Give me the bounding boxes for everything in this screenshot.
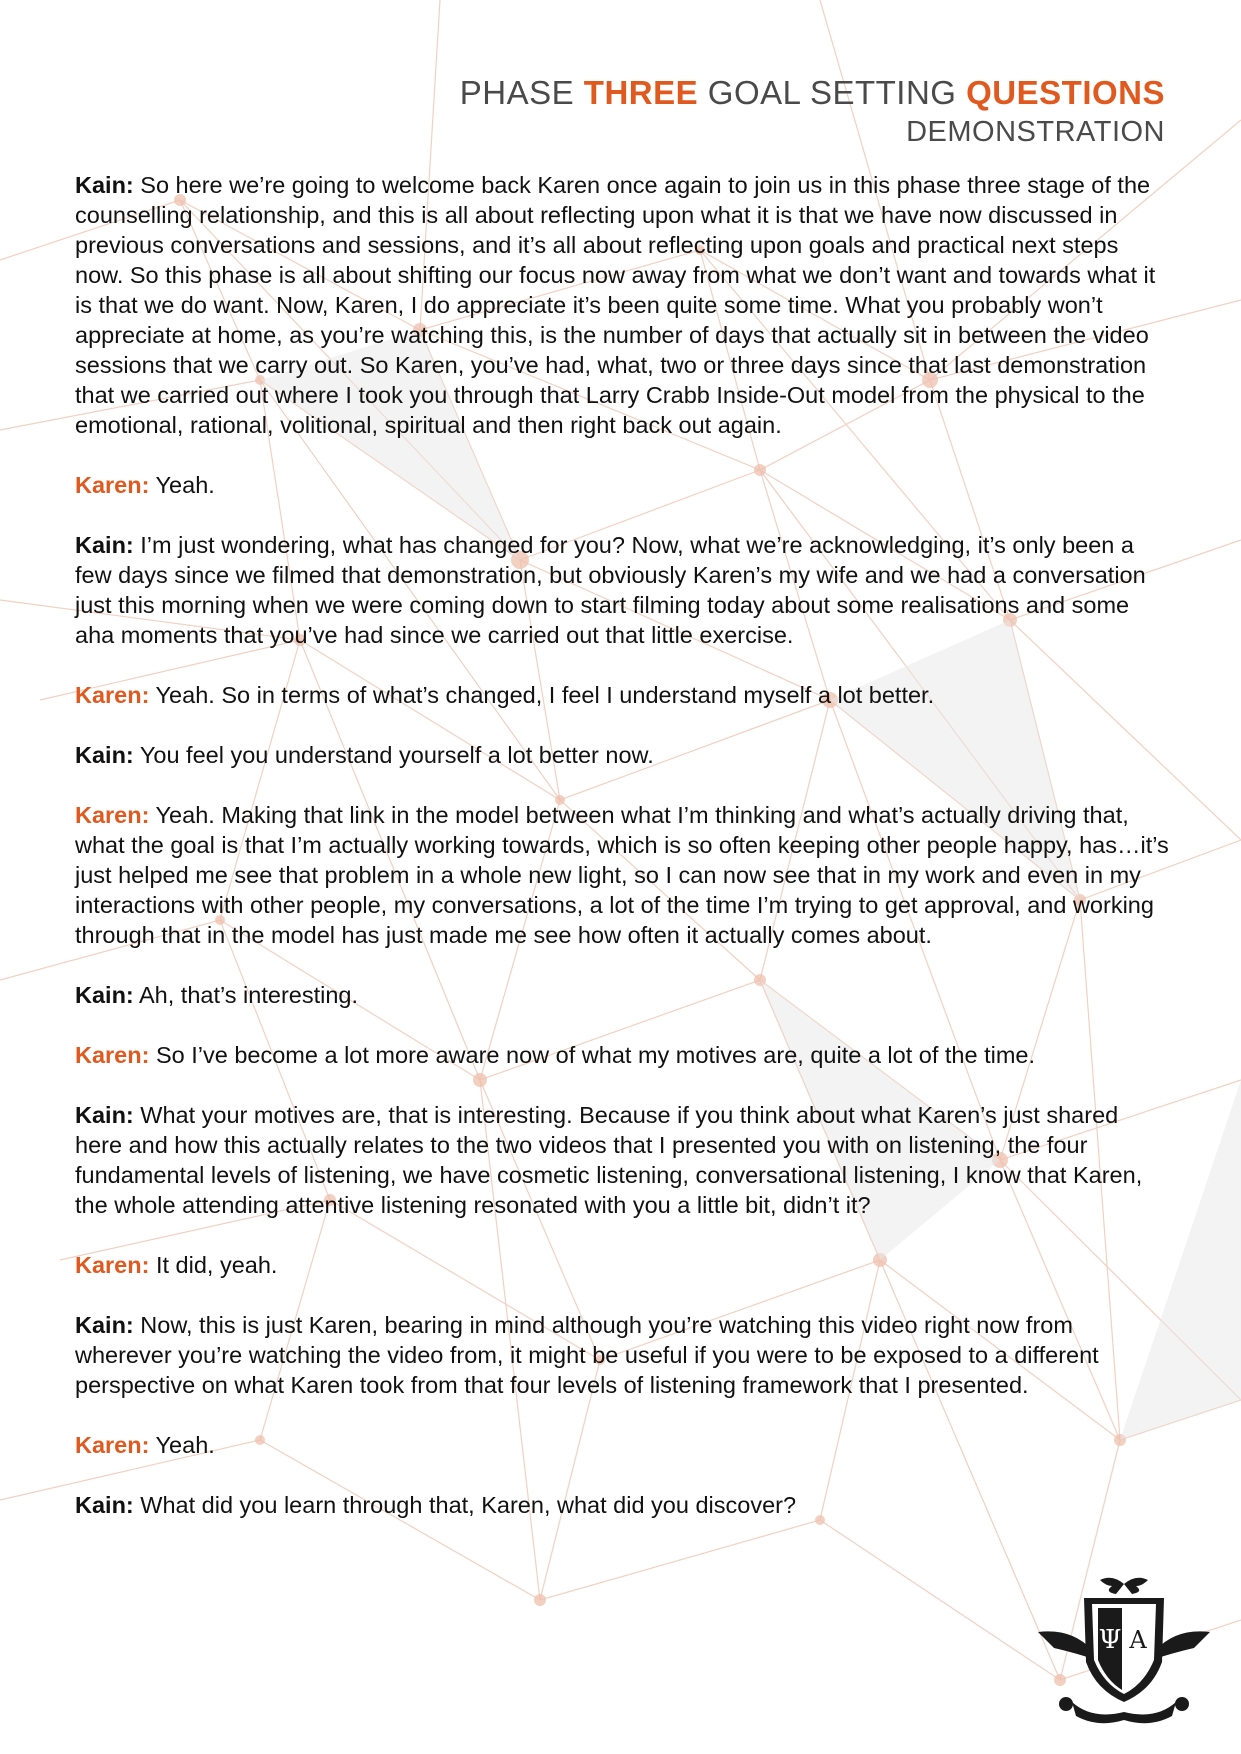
transcript-turn [75, 980, 1170, 1010]
speaker-label: Kain: [75, 1312, 134, 1338]
speaker-label: Karen: [75, 1252, 150, 1278]
speaker-label: Kain: [75, 1492, 134, 1518]
crest-letter-psi: Ψ [1098, 1625, 1122, 1655]
speaker-label: Kain: [75, 172, 134, 198]
turn-text: So I’ve become a lot more aware now of what my motives are, quite a lot of the time. [149, 1042, 1036, 1068]
transcript-turn [75, 1490, 1170, 1520]
page-header [460, 72, 1165, 150]
turn-text: Yeah. So in terms of what’s changed, I feel I understand myself a lot better. [149, 682, 935, 708]
turn-text: Yeah. [149, 472, 215, 498]
turn-text: Now, this is just Karen, bearing in mind although you’re watching this video right now from wherever you’re watching the video from, it might be useful if you were to be exposed to a different perspective on what Karen took from that four levels of listening framework that I presented. [75, 1312, 1099, 1398]
turn-text: You feel you understand yourself a lot better now. [133, 742, 654, 768]
turn-text: So here we’re going to welcome back Karen once again to join us in this phase three stage of the counselling relationship, and this is all about reflecting upon what it is that we have now discussed in previous conversations and sessions, and it’s all about reflecting upon goals and practical next steps now. So this phase is all about shifting our focus now away from what we don’t want and towards what it is that we do want. Now, Karen, I do appreciate it’s been quite some time. What you probably won’t appreciate at home, as you’re watching this, is the number of days that actually sit in between the video sessions that we carry out. So Karen, you’ve had, what, two or three days since that last demonstration that we carried out where I took you through that Larry Crabb Inside-Out model from the physical to the emotional, rational, volitional, spiritual and then right back out again. [75, 172, 1156, 438]
turn-text: Ah, that’s interesting. [133, 982, 359, 1008]
speaker-label: Karen: [75, 472, 150, 498]
transcript-turn [75, 740, 1170, 770]
speaker-label: Kain: [75, 532, 134, 558]
transcript-turn [75, 1040, 1170, 1070]
transcript-turn [75, 170, 1170, 440]
title-part-2: GOAL SETTING [698, 74, 967, 111]
speaker-label: Kain: [75, 982, 134, 1008]
transcript-turn [75, 1100, 1170, 1220]
crest-letter-a: A [1129, 1626, 1147, 1654]
page-subtitle: DEMONSTRATION [906, 116, 1165, 148]
speaker-label: Karen: [75, 1042, 150, 1068]
transcript-turn [75, 1430, 1170, 1460]
speaker-label: Karen: [75, 1432, 150, 1458]
turn-text: I’m just wondering, what has changed for you? Now, what we’re acknowledging, it’s only been a few days since we filmed that demonstration, but obviously Karen’s my wife and we had a conversation just this morning when we were coming down to start filming today about some realisations and some aha moments that you’ve had since we carried out that little exercise. [75, 532, 1146, 648]
turn-text: Yeah. [149, 1432, 215, 1458]
transcript-turn [75, 470, 1170, 500]
title-accent-questions: QUESTIONS [966, 74, 1165, 111]
transcript-turn [75, 530, 1170, 650]
transcript-turn [75, 1250, 1170, 1280]
speaker-label: Karen: [75, 682, 150, 708]
transcript [75, 170, 1170, 1550]
turn-text: What your motives are, that is interesting. Because if you think about what Karen’s just shared here and how this actually relates to the two videos that I presented you with on listening, the four fundamental levels of listening, we have cosmetic listening, conversational listening, I know that Karen, the whole attending attentive listening resonated with you a little bit, didn’t it? [75, 1102, 1143, 1218]
academy-crest-logo [1032, 1570, 1216, 1730]
page-title [460, 72, 1165, 114]
transcript-turn [75, 1310, 1170, 1400]
speaker-label: Kain: [75, 1102, 134, 1128]
speaker-label: Karen: [75, 802, 150, 828]
title-accent-three: THREE [583, 74, 699, 111]
turn-text: It did, yeah. [149, 1252, 278, 1278]
title-part-1: PHASE [459, 74, 584, 111]
transcript-turn [75, 800, 1170, 950]
transcript-turn [75, 680, 1170, 710]
turn-text: Yeah. Making that link in the model between what I’m thinking and what’s actually driving that, what the goal is that I’m actually working towards, which is so often keeping other people happy, has…it’s just helped me see that problem in a whole new light, so I can now see that in my work and even in my interactions with other people, my conversations, a lot of the time I’m trying to get approval, and working through that in the model has just made me see how often it actually comes about. [75, 802, 1169, 948]
speaker-label: Kain: [75, 742, 134, 768]
turn-text: What did you learn through that, Karen, what did you discover? [133, 1492, 797, 1518]
